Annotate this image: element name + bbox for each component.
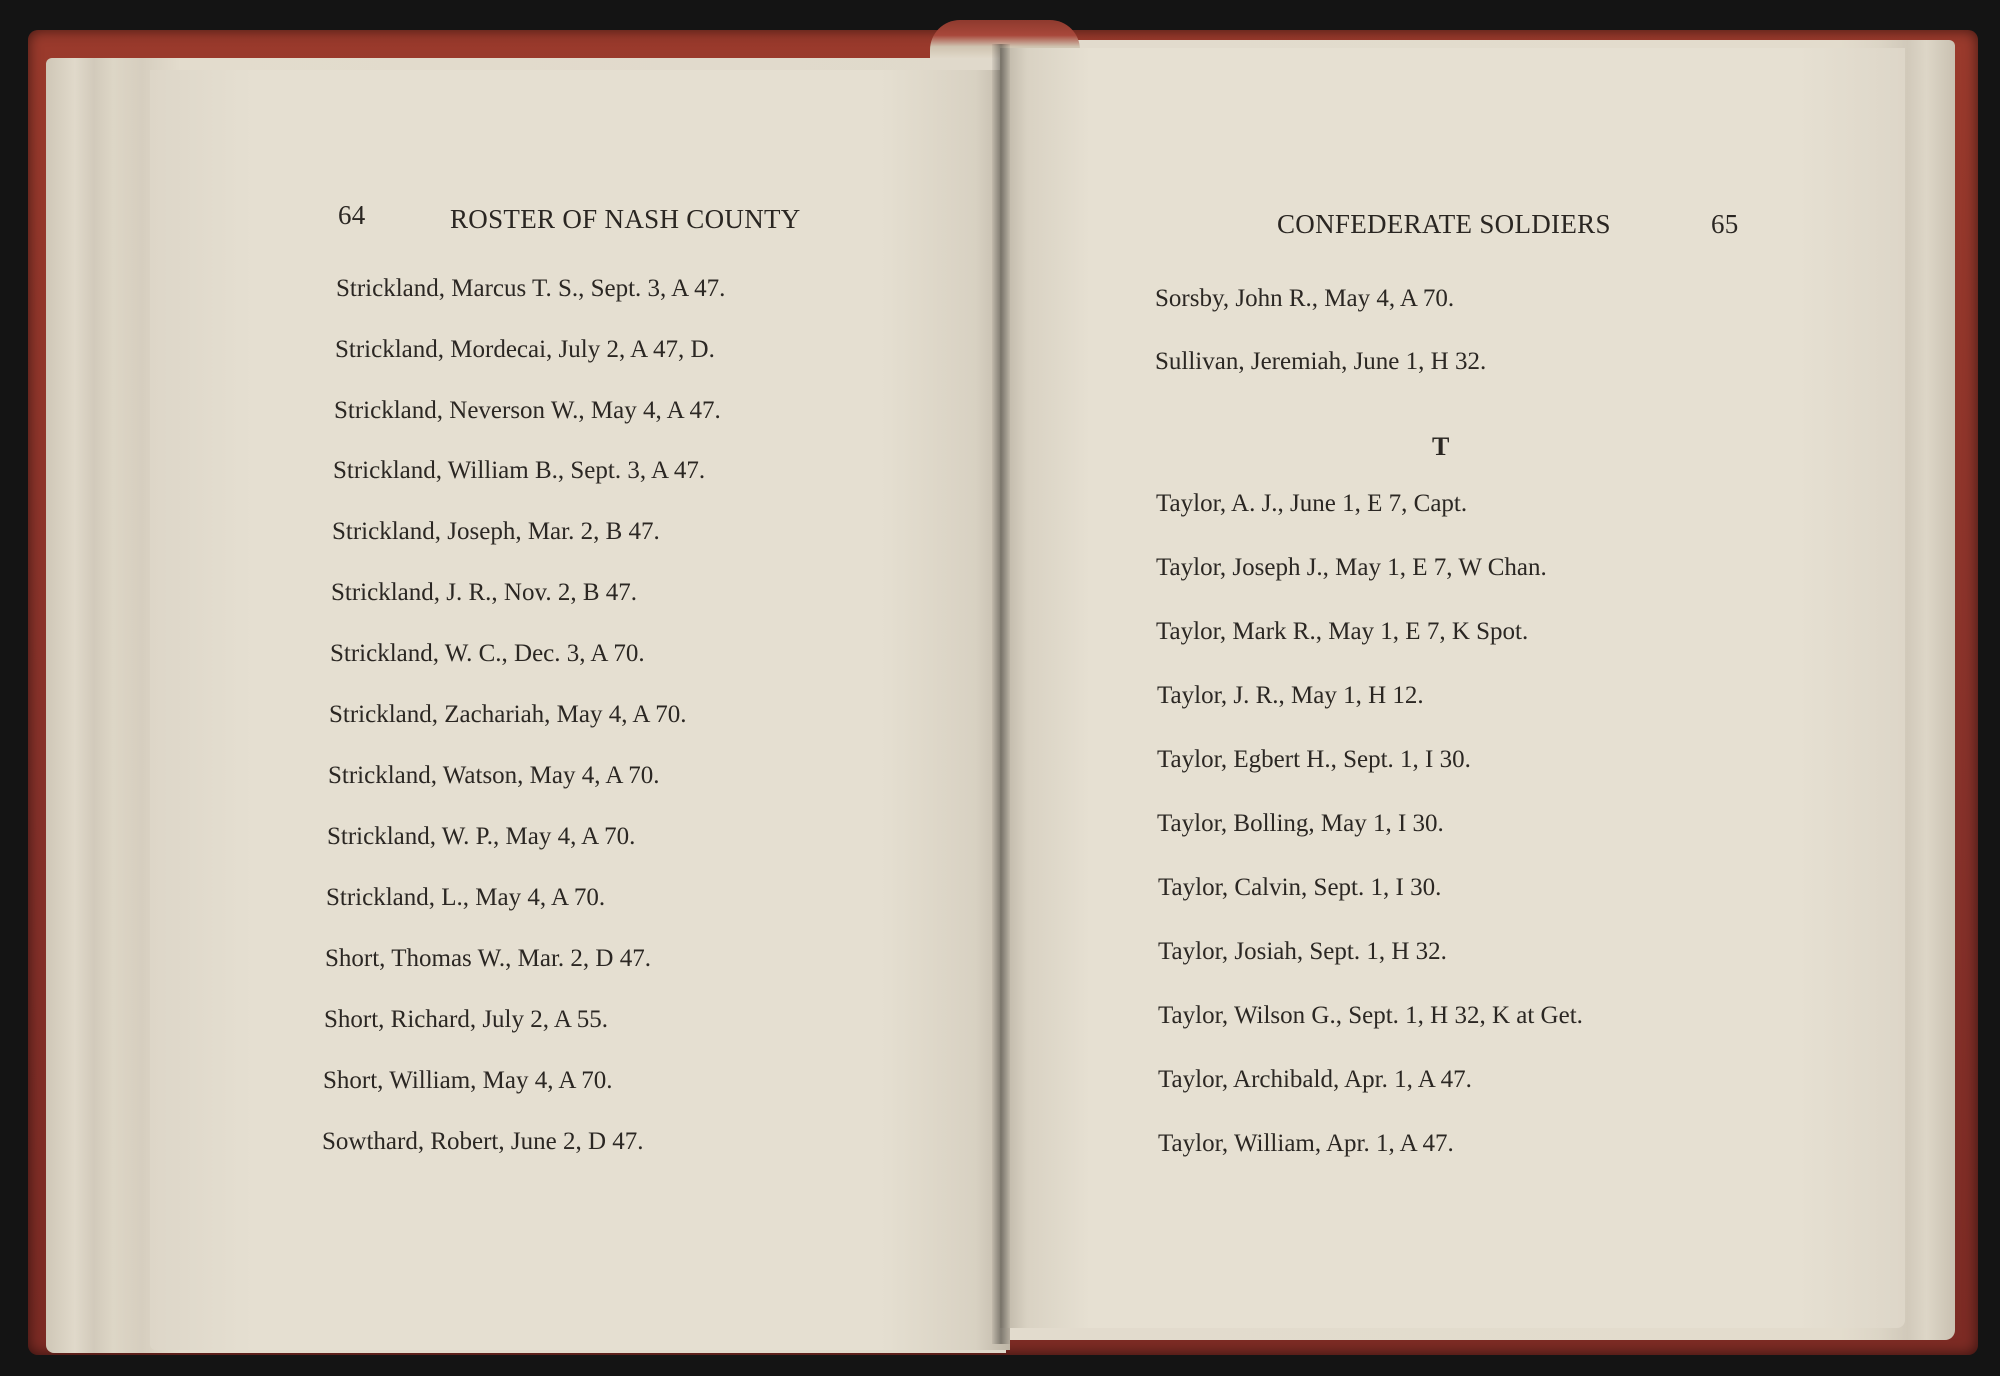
section-letter: T: [1432, 432, 1450, 461]
roster-entry: Taylor, J. R., May 1, H 12.: [1157, 682, 1424, 709]
roster-entry: Short, Richard, July 2, A 55.: [324, 1006, 609, 1033]
roster-entry: Taylor, Mark R., May 1, E 7, K Spot.: [1156, 618, 1529, 645]
right-page-number: 65: [1711, 209, 1739, 239]
roster-entry: Taylor, A. J., June 1, E 7, Capt.: [1156, 490, 1468, 517]
left-page-number: 64: [338, 200, 366, 230]
roster-entry: Taylor, Calvin, Sept. 1, I 30.: [1158, 874, 1442, 901]
page-gutter: [992, 44, 1010, 1344]
roster-entry: Strickland, L., May 4, A 70.: [326, 884, 606, 911]
roster-entry: Strickland, Mordecai, July 2, A 47, D.: [335, 336, 715, 363]
roster-entry: Taylor, Egbert H., Sept. 1, I 30.: [1157, 746, 1471, 773]
roster-entry: Strickland, W. C., Dec. 3, A 70.: [330, 640, 645, 667]
roster-entry: Strickland, Marcus T. S., Sept. 3, A 47.: [336, 275, 726, 302]
roster-entry: Strickland, Joseph, Mar. 2, B 47.: [332, 518, 660, 545]
roster-entry: Strickland, J. R., Nov. 2, B 47.: [331, 579, 638, 606]
roster-entry: Taylor, Bolling, May 1, I 30.: [1157, 810, 1444, 837]
left-running-title: ROSTER OF NASH COUNTY: [450, 204, 801, 234]
roster-entry: Taylor, Josiah, Sept. 1, H 32.: [1158, 938, 1447, 965]
roster-entry: Strickland, William B., Sept. 3, A 47.: [333, 457, 706, 484]
roster-entry: Sullivan, Jeremiah, June 1, H 32.: [1155, 348, 1487, 375]
roster-entry: Short, William, May 4, A 70.: [323, 1067, 613, 1094]
roster-entry: Taylor, William, Apr. 1, A 47.: [1158, 1130, 1454, 1157]
roster-entry: Strickland, W. P., May 4, A 70.: [327, 823, 636, 850]
roster-entry: Taylor, Wilson G., Sept. 1, H 32, K at Get.: [1158, 1002, 1583, 1029]
roster-entry: Strickland, Zachariah, May 4, A 70.: [329, 701, 687, 728]
roster-entry: Taylor, Joseph J., May 1, E 7, W Chan.: [1156, 554, 1547, 581]
roster-entry: Strickland, Watson, May 4, A 70.: [328, 762, 660, 789]
roster-entry: Strickland, Neverson W., May 4, A 47.: [334, 397, 721, 424]
right-running-title: CONFEDERATE SOLDIERS: [1277, 209, 1611, 239]
roster-entry: Taylor, Archibald, Apr. 1, A 47.: [1158, 1066, 1472, 1093]
roster-entry: Sorsby, John R., May 4, A 70.: [1155, 285, 1455, 312]
roster-entry: Sowthard, Robert, June 2, D 47.: [322, 1128, 644, 1155]
roster-entry: Short, Thomas W., Mar. 2, D 47.: [325, 945, 651, 972]
